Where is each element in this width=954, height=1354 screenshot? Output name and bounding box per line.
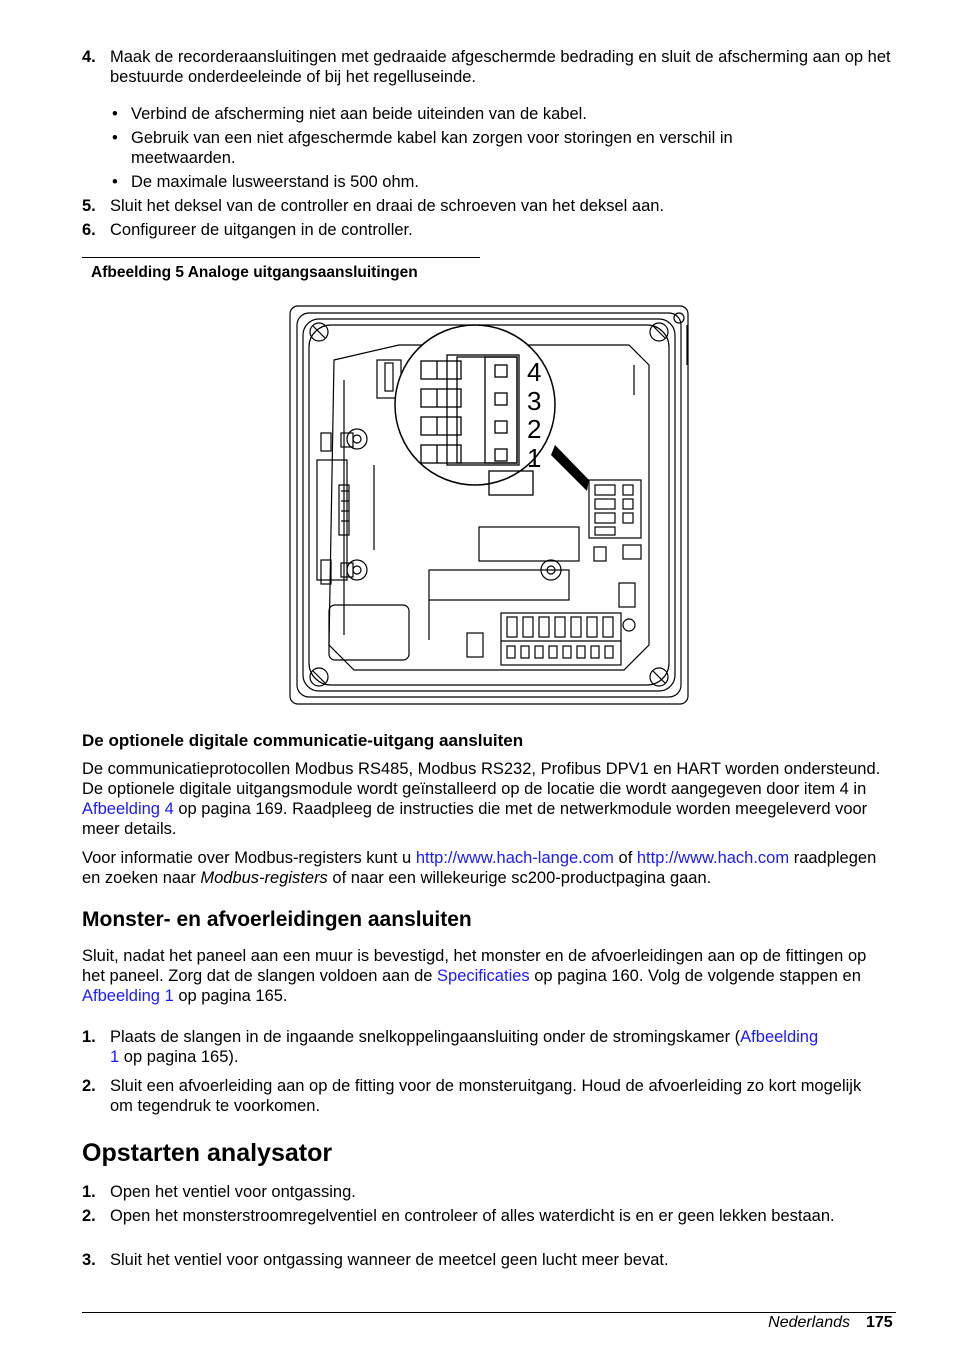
step-number: 5. (82, 197, 96, 215)
page-number: 175 (866, 1314, 893, 1331)
step-number: 4. (82, 48, 96, 66)
link-hach-lange[interactable]: http://www.hach-lange.com (415, 849, 614, 867)
section-heading-opstarten: Opstarten analysator (82, 1139, 333, 1167)
callout-pointer (551, 445, 589, 491)
controller-wiring-illustration (289, 305, 691, 707)
link-specificaties[interactable]: Specificaties (437, 967, 530, 985)
step-number: 2. (82, 1207, 96, 1225)
bullet-symbol: • (112, 105, 118, 123)
link-hach[interactable]: http://www.hach.com (636, 849, 790, 867)
step-text: Sluit het ventiel voor ontgassing wanneer de meetcel geen lucht meer bevat. (110, 1251, 669, 1269)
footer-language: Nederlands (768, 1314, 850, 1331)
bullet-symbol: • (112, 129, 118, 147)
step-text: Sluit het deksel van de controller en draai de schroeven van het deksel aan. (110, 197, 665, 215)
step-text: Configureer de uitgangen in de controller. (110, 221, 413, 239)
step-number: 6. (82, 221, 96, 239)
figure-caption: Afbeelding 5 Analoge uitgangsaansluitingen (91, 264, 418, 281)
step-text: Maak de recorderaansluitingen met gedraaide afgeschermde bedrading en sluit de afscherming aan op het bestuurde onderdeeleinde of bij het regelluseinde. (110, 48, 891, 86)
step-number: 3. (82, 1251, 96, 1269)
callout-label-3: 3 (527, 386, 542, 416)
callout-label-1: 1 (527, 443, 542, 473)
step-text: Open het ventiel voor ontgassing. (110, 1183, 356, 1201)
step-text: Sluit een afvoerleiding aan op de fitting voor de monsteruitgang. Houd de afvoerleiding zo kort mogelijk om tegendruk te voorkomen. (110, 1077, 862, 1115)
step-number: 2. (82, 1077, 96, 1095)
step-number: 1. (82, 1183, 96, 1201)
bullet-text: De maximale lusweerstand is 500 ohm. (131, 173, 419, 191)
link-afbeelding-1[interactable]: Afbeelding 1 (110, 1028, 819, 1066)
paragraph-modbus-registers: Voor informatie over Modbus-registers kunt u http://www.hach-lange.com of http://www.hach.com raadplegen en zoeken naar Modbus-registers of naar een willekeurige sc200-productpagina gaan. (82, 849, 877, 887)
step-text: Plaats de slangen in de ingaande snelkoppelingaansluiting onder de stromingskamer (Afbeelding 1 op pagina 165). (110, 1028, 819, 1066)
section-heading-monster: Monster- en afvoerleidingen aansluiten (82, 908, 472, 931)
step-text: Open het monsterstroomregelventiel en controleer of alles waterdicht is en er geen lekken bestaan. (110, 1207, 835, 1225)
step-number: 1. (82, 1028, 96, 1046)
paragraph-protocols: De communicatieprotocollen Modbus RS485, Modbus RS232, Profibus DPV1 en HART worden ondersteund. De optionele digitale uitgangsmodule wordt geïnstalleerd op de locatie die wordt aangegeven door item 4 in Afbeelding 4 op pagina 169. Raadpleeg de instructies die met de netwerkmodule worden meegeleverd voor meer details. (82, 760, 881, 838)
link-afbeelding-4[interactable]: Afbeelding 4 (82, 800, 174, 818)
section-heading-digital: De optionele digitale communicatie-uitgang aansluiten (82, 731, 524, 750)
figure-rule (82, 257, 480, 258)
bullet-text: Gebruik van een niet afgeschermde kabel kan zorgen voor storingen en verschil in meetwaarden. (131, 129, 733, 167)
callout-label-2: 2 (527, 414, 542, 444)
bullet-text: Verbind de afscherming niet aan beide uiteinden van de kabel. (131, 105, 587, 123)
link-afbeelding-1[interactable]: Afbeelding 1 (82, 987, 174, 1005)
callout-label-4: 4 (527, 357, 542, 387)
bullet-symbol: • (112, 173, 118, 191)
paragraph-monster: Sluit, nadat het paneel aan een muur is bevestigd, het monster en de afvoerleidingen aan op de fittingen op het paneel. Zorg dat de slangen voldoen aan de Specificaties op pagina 160. Volg de volgende stappen en Afbeelding 1 op pagina 165. (82, 947, 867, 1005)
